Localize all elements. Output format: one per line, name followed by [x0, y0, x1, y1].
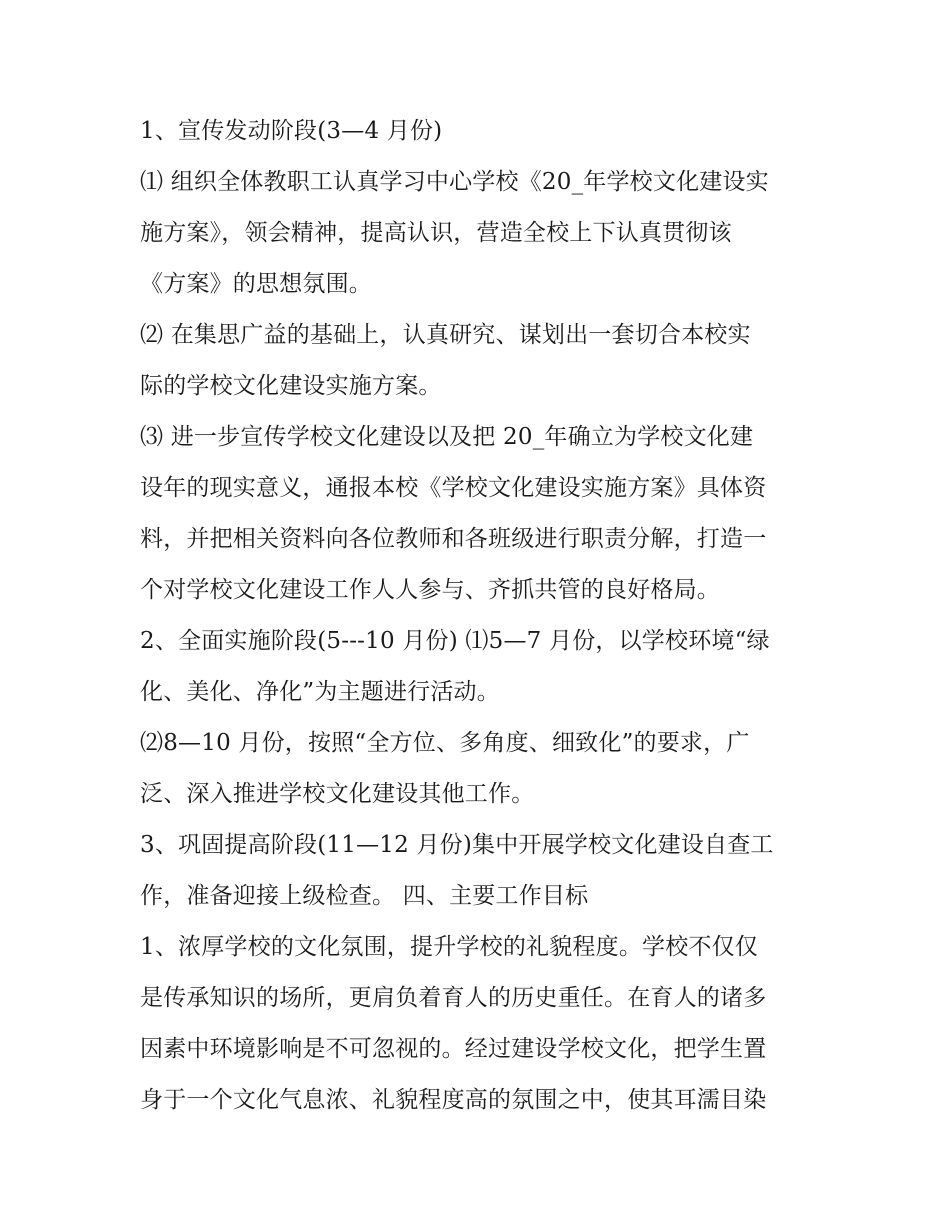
text-line: 设年的现实意义，通报本校《学校文化建设实施方案》具体资 [140, 475, 767, 501]
text-line: 料，并把相关资料向各位教师和各班级进行职责分解，打造一 [140, 526, 767, 552]
text-line: 作，准备迎接上级检查。 四、主要工作目标 [140, 883, 589, 909]
text-line: 《方案》的思想氛围。 [140, 271, 372, 297]
text-line: 个对学校文化建设工作人人参与、齐抓共管的良好格局。 [140, 577, 720, 603]
text-line: 际的学校文化建设实施方案。 [140, 373, 442, 399]
text-line: 身于一个文化气息浓、礼貌程度高的氛围之中，使其耳濡目染 [140, 1087, 767, 1113]
document-body [140, 110, 820, 1130]
text-line: 3、巩固提高阶段(11—12 月份)集中开展学校文化建设自查工 [140, 832, 774, 858]
text-line: 化、美化、净化”为主题进行活动。 [140, 679, 500, 705]
text-line: 2、全面实施阶段(5---10 月份) ⑴5—7 月份，以学校环境“绿 [140, 628, 770, 654]
text-line: 是传承知识的场所，更肩负着育人的历史重任。在育人的诸多 [140, 985, 767, 1011]
text-line: ⑵8—10 月份，按照“全方位、多角度、细致化”的要求，广 [140, 730, 750, 756]
text-line: 因素中环境影响是不可忽视的。经过建设学校文化，把学生置 [140, 1036, 767, 1062]
text-line: ⑴ 组织全体教职工认真学习中心学校《20_年学校文化建设实 [140, 169, 769, 195]
text-line: ⑵ 在集思广益的基础上，认真研究、谋划出一套切合本校实 [140, 322, 751, 348]
text-line: 1、浓厚学校的文化氛围，提升学校的礼貌程度。学校不仅仅 [140, 934, 759, 960]
text-line: 施方案》，领会精神，提高认识，营造全校上下认真贯彻该 [140, 220, 732, 246]
text-line: 泛、深入推进学校文化建设其他工作。 [140, 781, 535, 807]
text-line: 1、宣传发动阶段(3—4 月份) [140, 118, 443, 144]
text-line: ⑶ 进一步宣传学校文化建设以及把 20_年确立为学校文化建 [140, 424, 754, 450]
